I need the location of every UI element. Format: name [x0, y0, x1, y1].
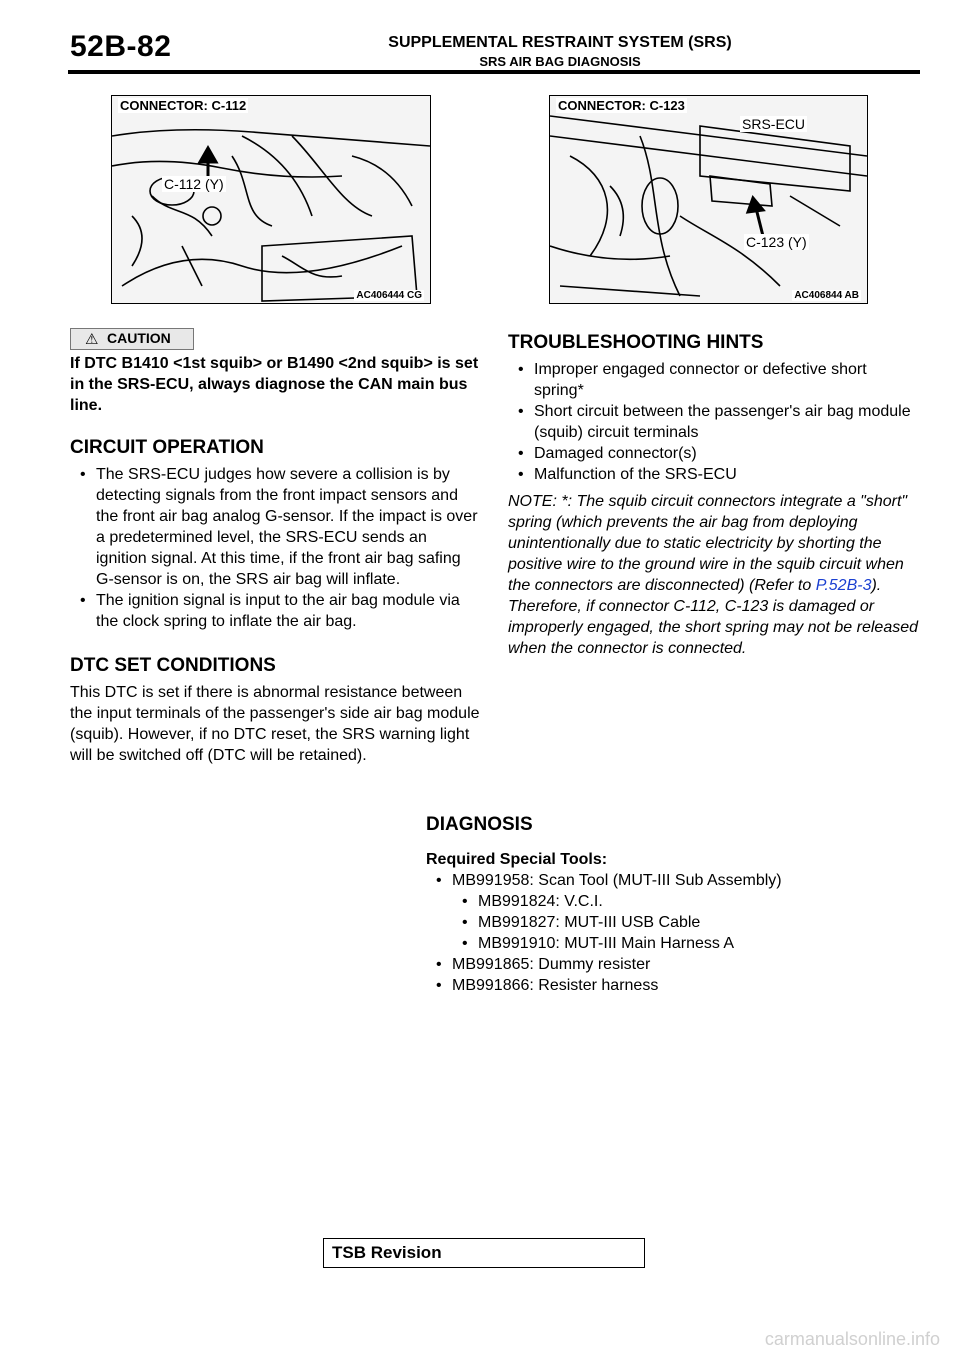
- page-number: 52B-82: [70, 30, 172, 63]
- troubleshooting-note: [508, 491, 918, 659]
- list-item: • Malfunction of the SRS-ECU: [508, 464, 918, 485]
- caution-text: If DTC B1410 <1st squib> or B1490 <2nd squib> is set in the SRS-ECU, always diagnose the CAN main bus line.: [70, 355, 479, 414]
- tools-list: [426, 870, 906, 996]
- srs-ecu-callout: SRS-ECU: [742, 116, 806, 132]
- srs-ecu-drawing: [550, 96, 867, 303]
- list-item: • Damaged connector(s): [508, 443, 918, 464]
- list-item: • The ignition signal is input to the air bag module via the clock spring to inflate the air bag.: [70, 590, 480, 632]
- figure-label: CONNECTOR: C-123: [558, 98, 685, 113]
- troubleshooting-heading: TROUBLESHOOTING HINTS: [508, 332, 764, 353]
- diagnosis-section: [426, 813, 906, 996]
- header-title: SUPPLEMENTAL RESTRAINT SYSTEM (SRS): [388, 34, 732, 51]
- caution-label: CAUTION: [107, 330, 171, 346]
- revision-box: [323, 1238, 645, 1268]
- reference-link[interactable]: P.52B-3: [815, 577, 872, 594]
- list-item: • MB991866: Resister harness: [426, 975, 906, 996]
- header-rule: [68, 70, 920, 74]
- list-item: • Improper engaged connector or defective short spring*: [508, 359, 918, 401]
- dtc-set-conditions-heading: DTC SET CONDITIONS: [70, 655, 276, 676]
- list-item: • MB991824: V.C.I.: [452, 891, 906, 912]
- figure-code: AC406844 AB: [794, 290, 859, 301]
- left-column: [70, 353, 480, 766]
- connector-callout: C-112 (Y): [164, 176, 224, 192]
- circuit-operation-list: [70, 464, 480, 632]
- figure-connector-c112: [111, 95, 431, 304]
- revision-label: TSB Revision: [332, 1243, 442, 1262]
- note-text: NOTE: *: The squib circuit connectors integrate a "short" spring (which prevents the air bag from deploying unintentionally due to static electricity by shorting the positive wire to the ground wire in the squib circuit when the connectors are disconnected) (Refer to: [508, 493, 908, 594]
- figure-connector-c123: [549, 95, 868, 304]
- engine-bay-drawing: [112, 96, 430, 303]
- circuit-operation-heading: CIRCUIT OPERATION: [70, 437, 264, 458]
- caution-box: [70, 328, 194, 350]
- right-column: [508, 331, 918, 659]
- list-item: • MB991865: Dummy resister: [426, 954, 906, 975]
- note-text: ). Therefore, if connector C-112, C-123 is damaged or improperly engaged, the short spring may not be released when the connector is connected.: [508, 577, 919, 657]
- troubleshooting-list: [508, 359, 918, 485]
- list-item: • Short circuit between the passenger's air bag module (squib) circuit terminals: [508, 401, 918, 443]
- figure-code: AC406444 CG: [356, 290, 422, 301]
- watermark: carmanualsonline.info: [764, 1329, 940, 1349]
- list-item: [426, 870, 906, 954]
- dtc-set-conditions-text: This DTC is set if there is abnormal resistance between the input terminals of the passenger's side air bag module (squib). However, if no DTC reset, the SRS warning light will be switched off (DTC will be retained).: [70, 684, 480, 764]
- warning-icon: ⚠: [85, 331, 99, 348]
- tools-sublist: [452, 891, 906, 954]
- header-subtitle: SRS AIR BAG DIAGNOSIS: [479, 54, 641, 69]
- list-item: • The SRS-ECU judges how severe a collision is by detecting signals from the front impact sensors and the front air bag analog G-sensor. If the impact is over a predetermined level, the SRS-ECU sends an ignition signal. At this time, if the front air bag safing G-sensor is on, the SRS air bag will inflate.: [70, 464, 480, 590]
- figure-label: CONNECTOR: C-112: [120, 98, 247, 113]
- connector-callout: C-123 (Y): [746, 234, 807, 250]
- tool-name: MB991958: Scan Tool (MUT-III Sub Assembly): [452, 872, 782, 889]
- diagnosis-heading: DIAGNOSIS: [426, 814, 533, 835]
- list-item: • MB991910: MUT-III Main Harness A: [452, 933, 906, 954]
- tools-heading: Required Special Tools:: [426, 851, 608, 868]
- list-item: • MB991827: MUT-III USB Cable: [452, 912, 906, 933]
